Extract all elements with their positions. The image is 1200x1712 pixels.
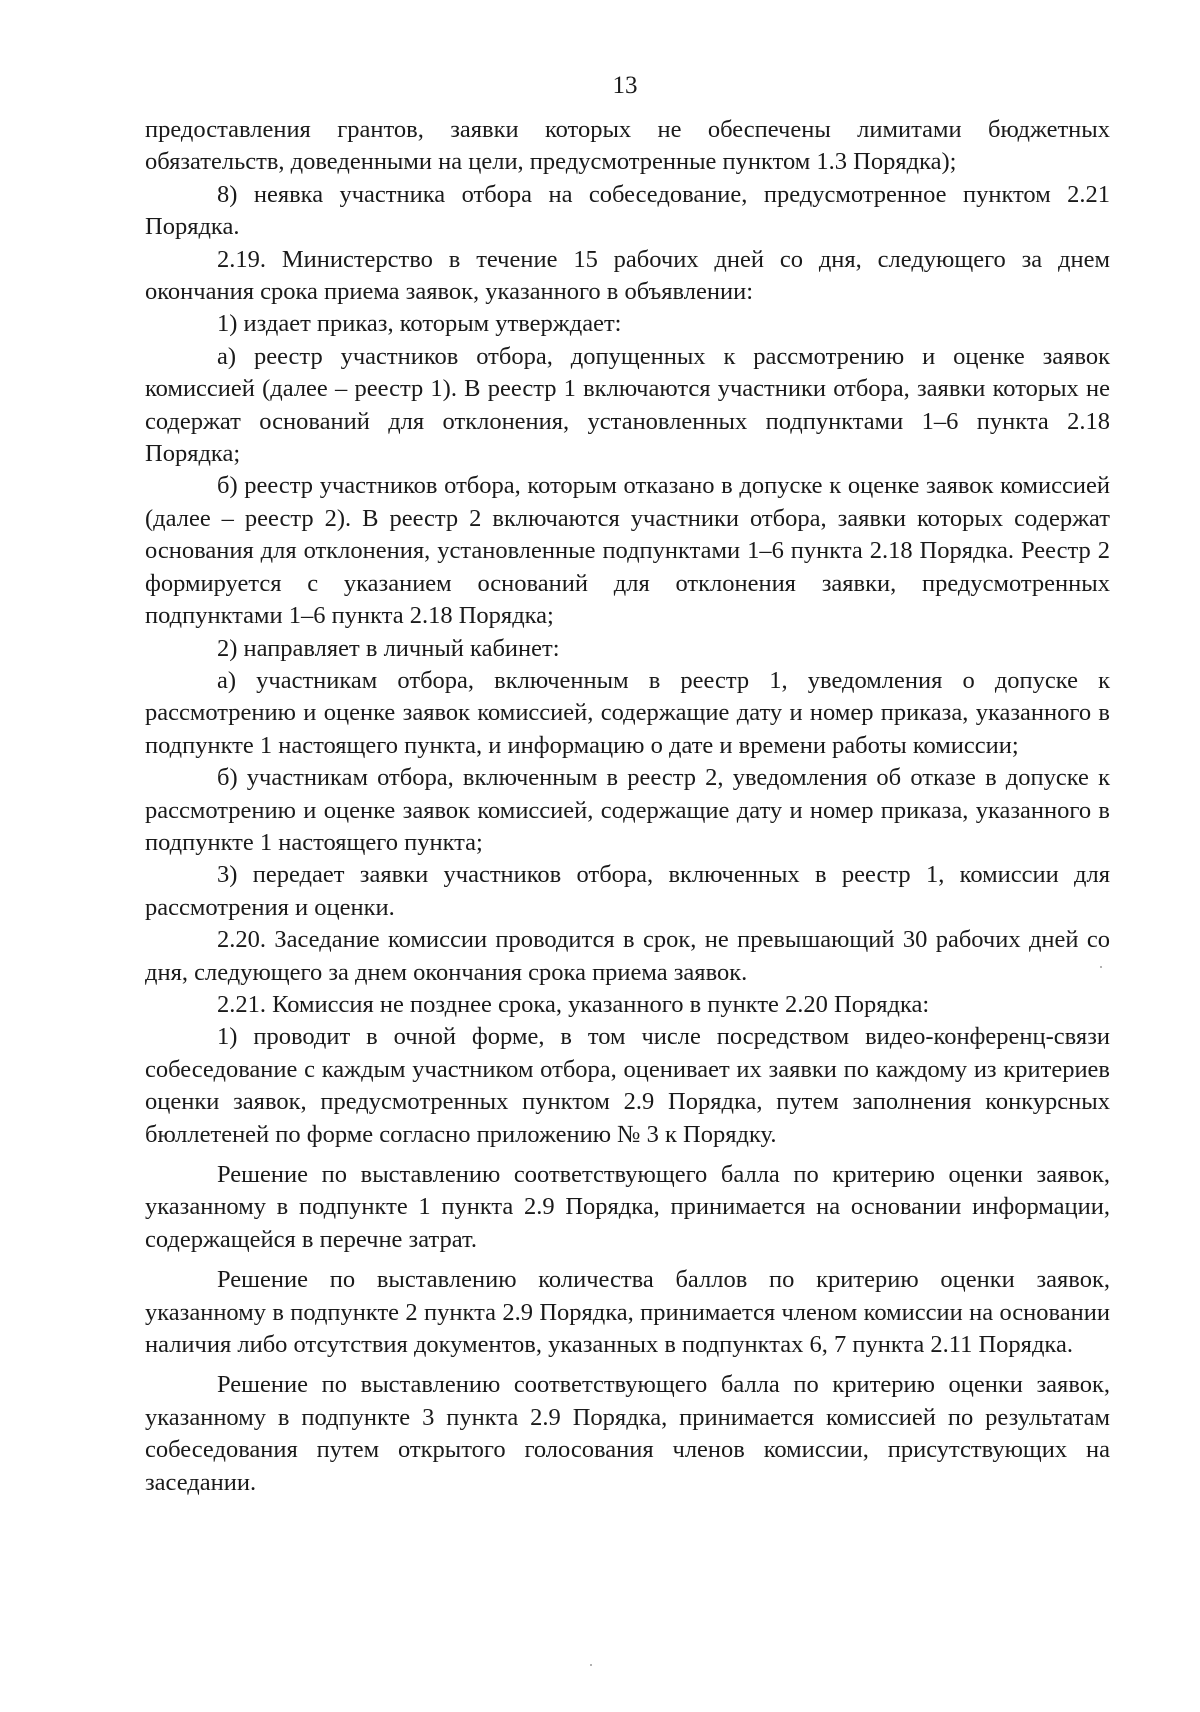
paragraph: б) реестр участников отбора, которым отказано в допуске к оценке заявок комиссией (далее – реестр 2). В реестр 2 включаются участники отбора, заявки которых содержат основания для отклонения, установленные подпунктами 1–6 пункта 2.18 Порядка. Реестр 2 формируется с указанием оснований для отклонения заявки, предусмотренных подпунктами 1–6 пункта 2.18 Порядка; bbox=[145, 472, 1110, 630]
paragraph: предоставления грантов, заявки которых не обеспечены лимитами бюджетных обязательств, доведенными на цели, предусмотренные пунктом 1.3 Порядка); bbox=[145, 116, 1110, 176]
paragraph: Решение по выставлению соответствующего балла по критерию оценки заявок, указанному в подпункте 3 пункта 2.9 Порядка, принимается комиссией по результатам собеседования путем открытого голосования членов комиссии, присутствующих на заседании. bbox=[145, 1371, 1110, 1496]
document-body bbox=[145, 114, 1110, 1499]
paragraph: 3) передает заявки участников отбора, включенных в реестр 1, комиссии для рассмотрения и оценки. bbox=[145, 861, 1110, 921]
paragraph: 1) проводит в очной форме, в том числе посредством видео-конференц-связи собеседование с каждым участником отбора, оценивает их заявки по каждому из критериев оценки заявок, предусмотренных пунктом 2.9 Порядка, путем заполнения конкурсных бюллетеней по форме согласно приложению № 3 к Порядку. bbox=[145, 1023, 1110, 1148]
paragraph: а) реестр участников отбора, допущенных к рассмотрению и оценке заявок комиссией (далее – реестр 1). В реестр 1 включаются участники отбора, заявки которых не содержат оснований для отклонения, установленных подпунктами 1–6 пункта 2.18 Порядка; bbox=[145, 342, 1110, 468]
paragraph: б) участникам отбора, включенным в реестр 2, уведомления об отказе в допуске к рассмотрению и оценке заявок комиссией, содержащие дату и номер приказа, указанного в подпункте 1 настоящего пункта; bbox=[145, 764, 1110, 856]
paragraph: 2.19. Министерство в течение 15 рабочих дней со дня, следующего за днем окончания срока приема заявок, указанного в объявлении: bbox=[145, 245, 1110, 306]
paragraph: 2) направляет в личный кабинет: bbox=[217, 634, 560, 662]
paragraph: 2.20. Заседание комиссии проводится в срок, не превышающий 30 рабочих дней со дня, следующего за днем окончания срока приема заявок. bbox=[145, 926, 1110, 986]
paragraph: а) участникам отбора, включенным в реестр 1, уведомления о допуске к рассмотрению и оценке заявок комиссией, содержащие дату и номер приказа, указанного в подпункте 1 настоящего пункта, и информацию о дате и времени работы комиссии; bbox=[145, 666, 1110, 759]
scan-speck bbox=[590, 1664, 592, 1666]
paragraph: 2.21. Комиссия не позднее срока, указанного в пункте 2.20 Порядка: bbox=[217, 990, 930, 1018]
paragraph: Решение по выставлению соответствующего балла по критерию оценки заявок, указанному в подпункте 1 пункта 2.9 Порядка, принимается на основании информации, содержащейся в перечне затрат. bbox=[145, 1161, 1110, 1253]
scan-speck bbox=[1100, 966, 1102, 968]
paragraph: 1) издает приказ, которым утверждает: bbox=[217, 310, 622, 338]
paragraph: 8) неявка участника отбора на собеседование, предусмотренное пунктом 2.21 Порядка. bbox=[145, 180, 1110, 241]
page-number: 13 bbox=[612, 72, 638, 99]
paragraph: Решение по выставлению количества баллов по критерию оценки заявок, указанному в подпункте 2 пункта 2.9 Порядка, принимается членом комиссии на основании наличия либо отсутствия документов, указанных в подпунктах 6, 7 пункта 2.11 Порядка. bbox=[145, 1266, 1110, 1359]
